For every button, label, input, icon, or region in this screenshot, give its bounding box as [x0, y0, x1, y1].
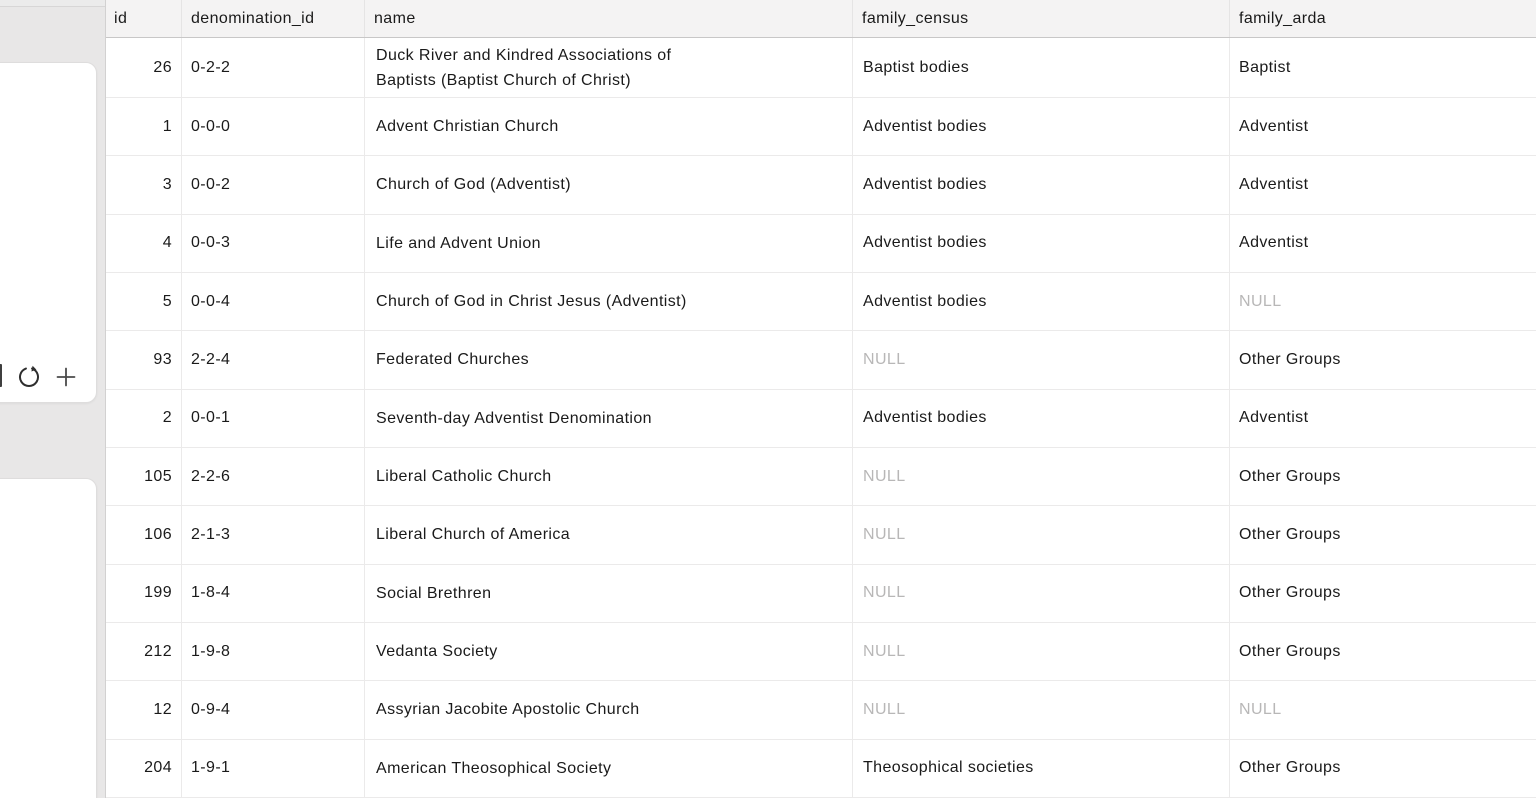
- cell-text: Seventh-day Adventist Denomination: [376, 409, 652, 427]
- cell-family_arda[interactable]: [1229, 273, 1536, 330]
- cell-text: Other Groups: [1239, 642, 1341, 660]
- table-row[interactable]: [106, 506, 1536, 564]
- cell-text: Adventist bodies: [863, 234, 987, 252]
- cell-text: 0-0-1: [191, 409, 231, 427]
- cell-family_census[interactable]: [852, 215, 1229, 272]
- cell-text: 204: [144, 759, 172, 777]
- cell-id[interactable]: [106, 156, 181, 213]
- cell-family_census[interactable]: [852, 448, 1229, 505]
- add-icon[interactable]: [54, 365, 78, 389]
- cell-text: Advent Christian Church: [376, 118, 559, 136]
- cell-text: 212: [144, 642, 172, 660]
- cell-text: Adventist bodies: [863, 117, 987, 135]
- null-value: NULL: [863, 584, 906, 602]
- cell-denomination_id[interactable]: [181, 273, 364, 330]
- cell-family_arda[interactable]: [1229, 565, 1536, 622]
- cell-denomination_id[interactable]: [181, 156, 364, 213]
- cell-id[interactable]: [106, 215, 181, 272]
- table-body: [106, 38, 1536, 798]
- cell-name[interactable]: [364, 681, 852, 738]
- cell-text: 106: [144, 525, 172, 543]
- cell-name[interactable]: [364, 215, 852, 272]
- sidebar-panel-top: [0, 62, 97, 403]
- cell-text: Liberal Church of America: [376, 526, 571, 544]
- null-value: NULL: [863, 700, 906, 718]
- cell-text: 2-1-3: [191, 525, 231, 543]
- cell-text: Other Groups: [1239, 467, 1341, 485]
- cell-text: 1-9-1: [191, 759, 231, 777]
- cell-id[interactable]: [106, 506, 181, 563]
- table-row[interactable]: [106, 681, 1536, 739]
- cell-text: 0-0-4: [191, 292, 231, 310]
- cell-text: 0-0-2: [191, 175, 231, 193]
- cell-name[interactable]: [364, 390, 852, 447]
- cell-denomination_id[interactable]: [181, 98, 364, 155]
- cell-text: Adventist: [1239, 117, 1309, 135]
- cell-text: 0-2-2: [191, 58, 231, 76]
- cell-text: Other Groups: [1239, 525, 1341, 543]
- cell-text: 0-9-4: [191, 700, 231, 718]
- cell-name[interactable]: [364, 623, 852, 680]
- cell-text: 105: [144, 467, 172, 485]
- cell-text: 5: [162, 292, 172, 310]
- data-table: [106, 0, 1536, 798]
- cell-denomination_id[interactable]: [181, 215, 364, 272]
- null-value: NULL: [1239, 700, 1282, 718]
- cell-id[interactable]: [106, 98, 181, 155]
- cell-family_arda[interactable]: [1229, 331, 1536, 388]
- null-value: NULL: [1239, 292, 1282, 310]
- cell-id[interactable]: [106, 681, 181, 738]
- cell-text: Adventist: [1239, 409, 1309, 427]
- cell-text: 1-8-4: [191, 584, 231, 602]
- column-header-name[interactable]: name: [364, 0, 852, 37]
- table-row[interactable]: [106, 623, 1536, 681]
- cell-denomination_id[interactable]: [181, 623, 364, 680]
- column-header-id[interactable]: id: [114, 9, 128, 27]
- cell-family_arda[interactable]: [1229, 448, 1536, 505]
- cell-text: Social Brethren: [376, 584, 492, 602]
- cell-id[interactable]: [106, 331, 181, 388]
- cell-text: Adventist: [1239, 175, 1309, 193]
- cell-id[interactable]: [106, 565, 181, 622]
- cell-text: 2: [162, 409, 172, 427]
- cell-family_census[interactable]: [852, 623, 1229, 680]
- table-header-row: [106, 0, 1536, 38]
- cell-text: Adventist bodies: [863, 175, 987, 193]
- cell-name[interactable]: [364, 38, 852, 97]
- table-row[interactable]: [106, 565, 1536, 623]
- cell-text: 12: [153, 700, 172, 718]
- null-value: NULL: [863, 525, 906, 543]
- cell-family_census[interactable]: [852, 156, 1229, 213]
- cell-text: 0-0-0: [191, 117, 231, 135]
- cell-name[interactable]: [364, 273, 852, 330]
- cell-text: 0-0-3: [191, 234, 231, 252]
- cell-text: 3: [162, 175, 172, 193]
- cell-family_census[interactable]: [852, 506, 1229, 563]
- table-row[interactable]: [106, 740, 1536, 798]
- cell-id[interactable]: [106, 390, 181, 447]
- cell-name[interactable]: [364, 565, 852, 622]
- cell-text: Other Groups: [1239, 759, 1341, 777]
- cell-name[interactable]: [364, 740, 852, 797]
- cell-denomination_id[interactable]: [181, 506, 364, 563]
- cell-family_arda[interactable]: [1229, 506, 1536, 563]
- cell-text: 26: [153, 58, 172, 76]
- cell-text: 4: [162, 234, 172, 252]
- cell-name[interactable]: [364, 448, 852, 505]
- cell-denomination_id[interactable]: [181, 448, 364, 505]
- column-header-family_census[interactable]: family_census: [852, 0, 1229, 37]
- cell-family_census[interactable]: [852, 331, 1229, 388]
- cell-name[interactable]: [364, 156, 852, 213]
- cell-text: Assyrian Jacobite Apostolic Church: [376, 701, 640, 719]
- cell-text: Vedanta Society: [376, 643, 498, 661]
- cell-name[interactable]: [364, 98, 852, 155]
- table-row[interactable]: [106, 38, 1536, 98]
- cell-text: Life and Advent Union: [376, 234, 541, 252]
- table-row[interactable]: [106, 98, 1536, 156]
- cell-id[interactable]: [106, 740, 181, 797]
- sidebar-top-divider: [0, 0, 106, 7]
- cell-family_arda[interactable]: [1229, 390, 1536, 447]
- table-row[interactable]: [106, 390, 1536, 448]
- cell-family_arda[interactable]: [1229, 215, 1536, 272]
- cell-text: 93: [153, 350, 172, 368]
- cell-text: Other Groups: [1239, 350, 1341, 368]
- cell-family_census[interactable]: [852, 390, 1229, 447]
- cell-id[interactable]: [106, 448, 181, 505]
- cell-text: 199: [144, 584, 172, 602]
- cell-id[interactable]: [106, 623, 181, 680]
- cell-text: 2-2-4: [191, 350, 231, 368]
- cell-text: 2-2-6: [191, 467, 231, 485]
- cell-id[interactable]: [106, 38, 181, 97]
- table-row[interactable]: [106, 331, 1536, 389]
- table-row[interactable]: [106, 156, 1536, 214]
- cell-text: American Theosophical Society: [376, 759, 612, 777]
- cell-text: 1: [162, 117, 172, 135]
- null-value: NULL: [863, 642, 906, 660]
- cell-denomination_id[interactable]: [181, 681, 364, 738]
- sidebar: [0, 0, 106, 798]
- cell-text: Church of God in Christ Jesus (Adventist): [376, 293, 687, 311]
- column-header-family_arda[interactable]: family_arda: [1229, 0, 1536, 37]
- null-value: NULL: [863, 467, 906, 485]
- cell-text: Baptist: [1239, 58, 1291, 76]
- cell-family_arda[interactable]: [1229, 623, 1536, 680]
- cell-family_arda[interactable]: [1229, 156, 1536, 213]
- cell-text: Baptist bodies: [863, 58, 970, 76]
- cell-denomination_id[interactable]: [181, 331, 364, 388]
- cell-id[interactable]: [106, 273, 181, 330]
- cell-family_census[interactable]: [852, 98, 1229, 155]
- column-header-denomination_id[interactable]: denomination_id: [181, 0, 364, 37]
- refresh-icon[interactable]: [16, 364, 42, 390]
- cell-family_census[interactable]: [852, 273, 1229, 330]
- cell-text: Adventist bodies: [863, 292, 987, 310]
- cell-denomination_id[interactable]: [181, 565, 364, 622]
- cell-name[interactable]: [364, 331, 852, 388]
- cell-text: Federated Churches: [376, 351, 530, 369]
- cell-denomination_id[interactable]: [181, 740, 364, 797]
- cell-text: Theosophical societies: [863, 759, 1034, 777]
- cell-text: Other Groups: [1239, 584, 1341, 602]
- cell-family_census[interactable]: [852, 740, 1229, 797]
- cell-text: 1-9-8: [191, 642, 231, 660]
- table-row[interactable]: [106, 448, 1536, 506]
- cell-denomination_id[interactable]: [181, 390, 364, 447]
- sidebar-panel-bottom: [0, 478, 97, 798]
- null-value: NULL: [863, 350, 906, 368]
- cell-family_arda[interactable]: [1229, 98, 1536, 155]
- cell-text: Liberal Catholic Church: [376, 468, 552, 486]
- cropped-button-fragment[interactable]: [0, 364, 2, 387]
- cell-family_census[interactable]: [852, 681, 1229, 738]
- table-row[interactable]: [106, 215, 1536, 273]
- cell-family_census[interactable]: [852, 565, 1229, 622]
- cell-name[interactable]: [364, 506, 852, 563]
- cell-family_arda[interactable]: [1229, 38, 1536, 97]
- table-row[interactable]: [106, 273, 1536, 331]
- cell-text: Church of God (Adventist): [376, 176, 571, 194]
- cell-text: Adventist: [1239, 234, 1309, 252]
- cell-family_census[interactable]: [852, 38, 1229, 97]
- cell-text: Duck River and Kindred Associations of Baptists (Baptist Church of Christ): [376, 46, 672, 89]
- cell-family_arda[interactable]: [1229, 740, 1536, 797]
- cell-family_arda[interactable]: [1229, 681, 1536, 738]
- cell-denomination_id[interactable]: [181, 38, 364, 97]
- cell-text: Adventist bodies: [863, 409, 987, 427]
